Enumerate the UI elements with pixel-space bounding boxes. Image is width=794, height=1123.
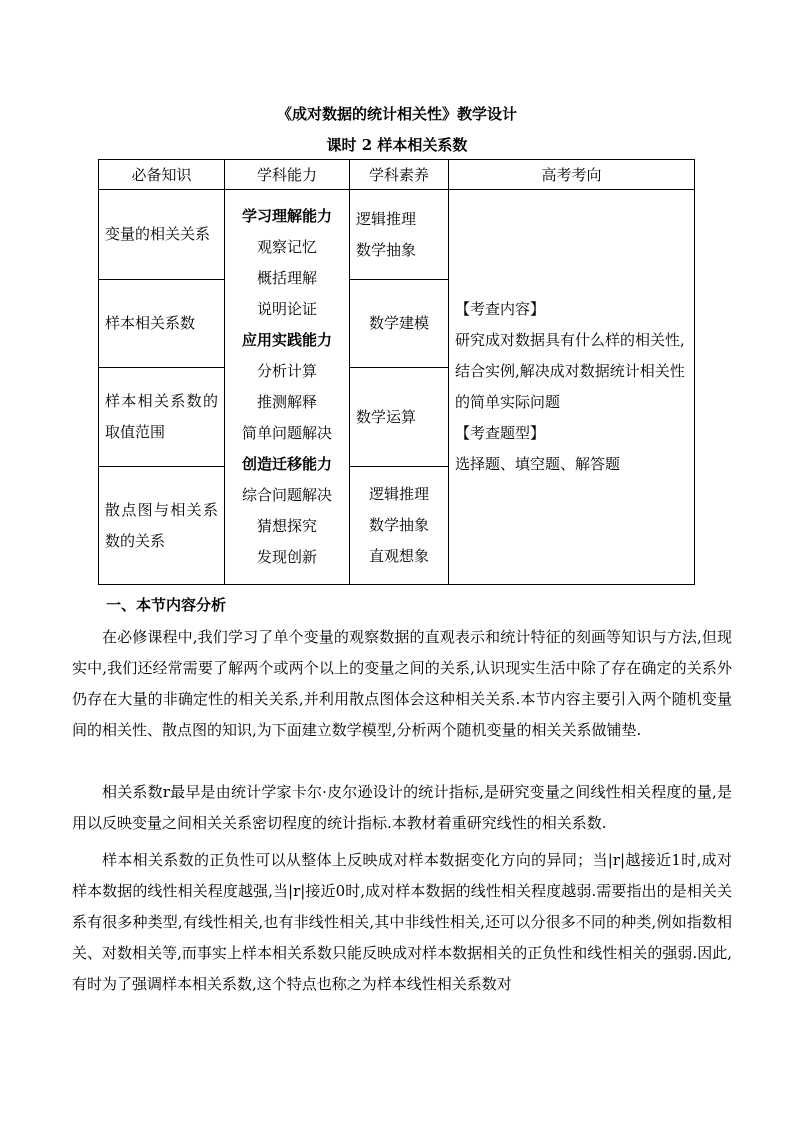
literacy-item: 数学建模 [368, 314, 429, 332]
ability-item: 学习理解能力 [241, 207, 332, 225]
header-exam: 高考考向 [449, 160, 695, 190]
section-heading: 一、本节内容分析 [106, 596, 227, 614]
body-paragraph: 样本相关系数的正负性可以从整体上反映成对样本数据变化方向的异同；当|r|越接近1时,成对样本数据的线性相关程度越强,当|r|接近0时,成对样本数据的线性相关程度越弱.需要指出的是相关关系有很多种类型,有线性相关,也有非线性相关,其中非线性相关,还可以分很多不同的种类,例如指数相关、对数相关等,而事实上样本相关系数只能反映成对样本数据相关的正负性和线性相关的强弱.因此,有时为了强调样本相关系数,这个特点也称之为样本线性相关系数对 [72, 851, 732, 993]
exam-content-heading: 【考查内容】 [455, 300, 546, 318]
ability-item: 推测解释 [256, 393, 317, 411]
ability-item: 创造迁移能力 [241, 455, 332, 473]
body-paragraph: 相关系数r最早是由统计学家卡尔·皮尔逊设计的统计指标,是研究变量之间线性相关程度的量,是用以反映变量之间相关关系密切程度的统计指标.本教材着重研究线性的相关系数. [72, 783, 732, 832]
table-header-row [99, 160, 695, 190]
literacy-item: 直观想象 [368, 547, 429, 565]
ability-item: 观察记忆 [256, 238, 317, 256]
ability-item: 猜想探究 [256, 517, 317, 535]
header-literacy: 学科素养 [350, 160, 449, 190]
header-ability: 学科能力 [225, 160, 350, 190]
literacy-cell [350, 280, 449, 368]
ability-cell [225, 190, 350, 585]
knowledge-cell: 变量的相关关系 [99, 190, 225, 280]
body-paragraph: 在必修课程中,我们学习了单个变量的观察数据的直观表示和统计特征的刻画等知识与方法,但现实中,我们还经常需要了解两个或两个以上的变量之间的关系,认识现实生活中除了存在确定的关系外仍存在大量的非确定性的相关关系,并利用散点图体会这种相关关系.本节内容主要引入两个随机变量间的相关性、散点图的知识,为下面建立数学模型,分析两个随机变量的相关关系做铺垫. [72, 628, 732, 739]
document-subtitle: 课时 2 样本相关系数 [326, 136, 468, 154]
lesson-plan-table [98, 159, 695, 585]
ability-item: 分析计算 [256, 362, 317, 380]
literacy-item: 逻辑推理 [368, 485, 429, 503]
literacy-item: 数学运算 [356, 407, 417, 426]
knowledge-cell: 样本相关系数的取值范围 [99, 368, 225, 467]
knowledge-cell: 样本相关系数 [99, 280, 225, 368]
literacy-cell [350, 467, 449, 585]
ability-item: 应用实践能力 [241, 331, 332, 349]
ability-item: 综合问题解决 [241, 486, 332, 504]
exam-type-heading: 【考查题型】 [455, 424, 546, 442]
literacy-cell [350, 190, 449, 280]
ability-item: 概括理解 [256, 269, 317, 287]
ability-item: 发现创新 [256, 548, 317, 566]
ability-item: 说明论证 [256, 300, 317, 318]
literacy-item: 逻辑推理 [356, 209, 417, 228]
literacy-item: 数学抽象 [368, 516, 429, 534]
knowledge-cell: 散点图与相关系数的关系 [99, 467, 225, 585]
ability-item: 简单问题解决 [241, 424, 332, 442]
literacy-cell [350, 368, 449, 467]
header-knowledge: 必备知识 [99, 160, 225, 190]
table-row [99, 190, 695, 280]
exam-direction-cell [449, 190, 695, 585]
literacy-item: 数学抽象 [356, 240, 417, 259]
document-title: 《成对数据的统计相关性》教学设计 [276, 105, 517, 123]
exam-type-text: 选择题、填空题、解答题 [455, 455, 621, 473]
exam-content-text: 研究成对数据具有什么样的相关性,结合实例,解决成对数据统计相关性的简单实际问题 [455, 331, 685, 411]
